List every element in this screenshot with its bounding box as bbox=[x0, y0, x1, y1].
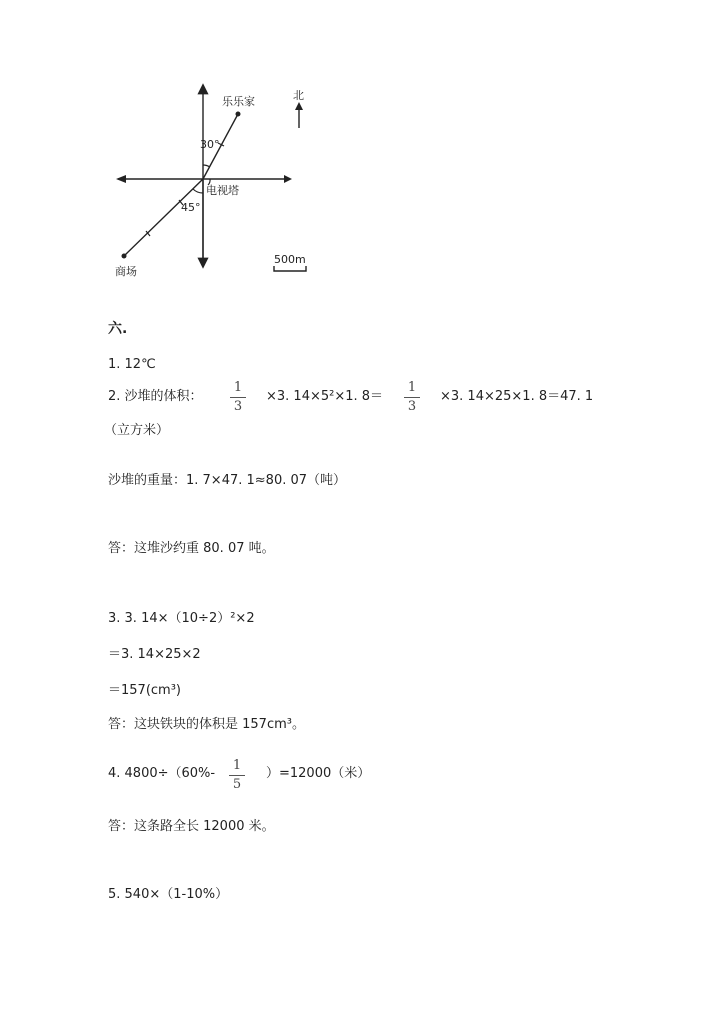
label-tower: 电视塔 bbox=[206, 184, 239, 197]
scale-bar bbox=[274, 266, 306, 271]
answer-4-tail: ）=12000（米） bbox=[266, 766, 371, 781]
label-angle-45: 45° bbox=[181, 201, 201, 214]
label-angle-30: 30° bbox=[200, 138, 220, 151]
fraction-one-fifth: 1 5 bbox=[229, 758, 245, 793]
label-home: 乐乐家 bbox=[222, 95, 255, 108]
label-scale: 500m bbox=[274, 253, 306, 266]
fraction-one-third: 1 3 bbox=[230, 380, 246, 415]
answer-2-mid: ×3. 14×5²×1. 8＝ bbox=[266, 389, 384, 404]
answer-1: 1. 12℃ bbox=[108, 357, 156, 372]
section-title: 六. bbox=[108, 321, 128, 337]
answer-2-unit: （立方米） bbox=[104, 423, 170, 438]
answer-3-conclusion: 答：这块铁块的体积是 157cm³。 bbox=[108, 717, 305, 732]
answer-5-line1: 5. 540×（1-10%） bbox=[108, 887, 229, 902]
answer-3-line2: ＝3. 14×25×2 bbox=[108, 647, 201, 662]
line-to-mall bbox=[124, 179, 203, 256]
answer-3-line1: 3. 3. 14×（10÷2）²×2 bbox=[108, 611, 255, 626]
answer-4-conclusion: 答：这条路全长 12000 米。 bbox=[108, 819, 275, 834]
label-mall: 商场 bbox=[115, 265, 137, 278]
label-north: 北 bbox=[293, 89, 304, 102]
answer-3-line3: ＝157(cm³) bbox=[108, 683, 181, 698]
answer-2-prefix: 2. 沙堆的体积： bbox=[108, 389, 203, 404]
answer-2-conclusion: 答：这堆沙约重 80. 07 吨。 bbox=[108, 541, 275, 556]
fraction-one-third-2: 1 3 bbox=[404, 380, 420, 415]
direction-diagram bbox=[108, 80, 348, 280]
answer-4-prefix: 4. 4800÷（60%- bbox=[108, 766, 216, 781]
answer-2-tail: ×3. 14×25×1. 8＝47. 1 bbox=[440, 389, 594, 404]
answer-2-weight: 沙堆的重量：1. 7×47. 1≈80. 07（吨） bbox=[108, 473, 347, 488]
